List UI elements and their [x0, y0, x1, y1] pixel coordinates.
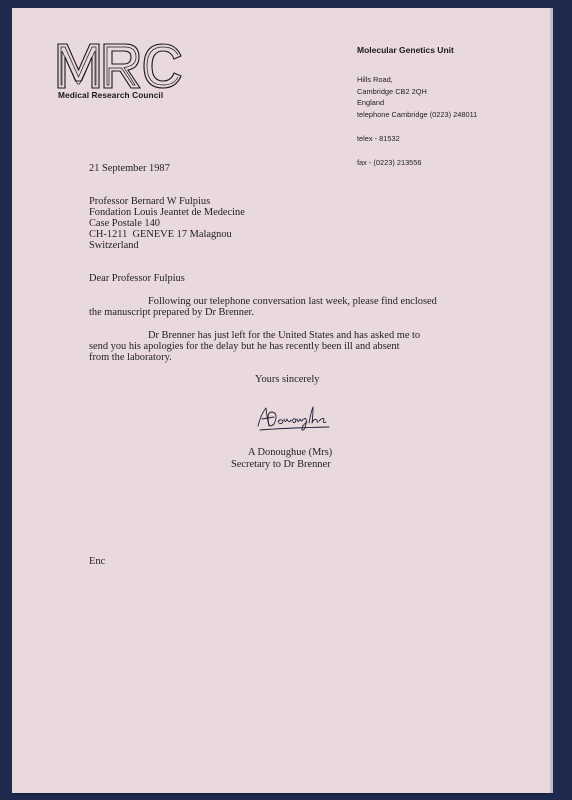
address-line-1: Hills Road, — [357, 75, 393, 84]
enclosure-note: Enc — [89, 556, 106, 567]
handwritten-signature — [254, 404, 334, 439]
address-line-2: Cambridge CB2 2QH — [357, 87, 427, 96]
recipient-line-4: CH-1211 GENEVE 17 Malagnou — [89, 229, 232, 240]
recipient-line-1: Professor Bernard W Fulpius — [89, 196, 211, 207]
telex-line: telex - 81532 — [357, 134, 400, 143]
recipient-line-5: Switzerland — [89, 240, 139, 251]
recipient-line-3: Case Postale 140 — [89, 218, 160, 229]
letter-date: 21 September 1987 — [89, 163, 170, 174]
paragraph2-line-2: send you his apologies for the delay but he has recently been ill and absent — [89, 341, 400, 352]
salutation: Dear Professor Fulpius — [89, 273, 185, 284]
mrc-logo-graphic — [57, 43, 183, 89]
signatory-name: A Donoughue (Mrs) — [248, 447, 333, 458]
sheet-edge — [550, 8, 553, 793]
signature-graphic — [254, 404, 334, 434]
telephone-line: telephone Cambridge (0223) 248011 — [357, 110, 478, 119]
letter-sheet — [12, 8, 550, 793]
mrc-logo — [57, 43, 183, 89]
paragraph2-line-1: Dr Brenner has just left for the United States and has asked me to — [148, 330, 421, 341]
closing: Yours sincerely — [255, 374, 320, 385]
paragraph1-line-1: Following our telephone conversation last week, please find enclosed — [148, 296, 437, 307]
paragraph1-line-2: the manuscript prepared by Dr Brenner. — [89, 307, 255, 318]
unit-title: Molecular Genetics Unit — [357, 45, 454, 55]
fax-line: fax - (0223) 213556 — [357, 158, 422, 167]
address-line-3: England — [357, 98, 385, 107]
paragraph2-line-3: from the laboratory. — [89, 352, 172, 363]
organisation-name: Medical Research Council — [58, 90, 164, 100]
signatory-title: Secretary to Dr Brenner — [231, 459, 331, 470]
recipient-line-2: Fondation Louis Jeantet de Medecine — [89, 207, 245, 218]
